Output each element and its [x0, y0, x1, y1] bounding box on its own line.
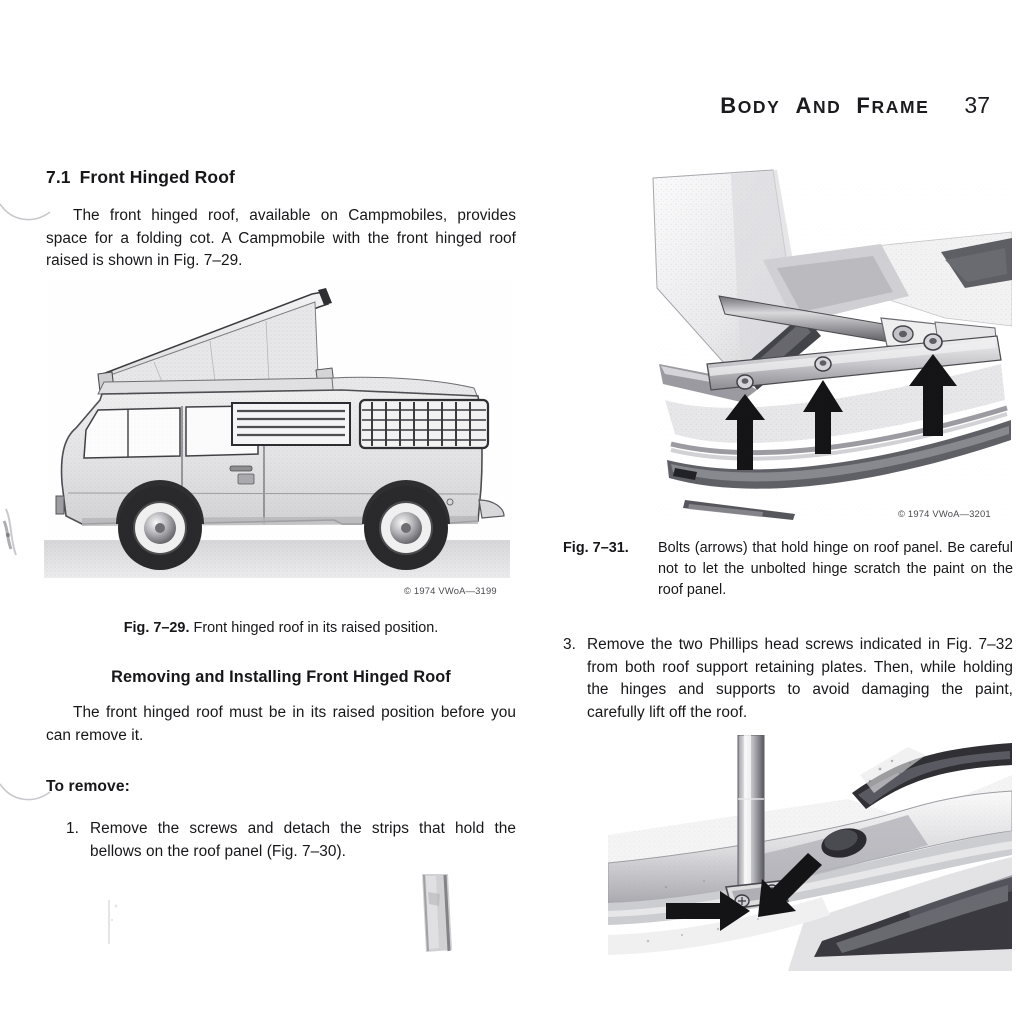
running-head-word-and: AND — [795, 93, 842, 118]
section-title: Front Hinged Roof — [79, 167, 235, 187]
scan-smudge-artifact — [0, 505, 30, 565]
intro-paragraph: The front hinged roof, available on Campmobiles, provides space for a folding cot. A Campmobile with the front hinged roof raised is shown in Fig. 7–29. — [46, 207, 516, 270]
figure-731-caption — [563, 538, 1013, 601]
section-heading — [46, 167, 516, 188]
to-remove-label: To remove: — [46, 778, 130, 795]
figure-729-label: Fig. 7–29. — [123, 620, 190, 636]
step-3-number: 3. — [563, 636, 576, 653]
figure-729-text: Front hinged roof in its raised position. — [193, 620, 439, 636]
figure-729-caption — [46, 618, 516, 639]
running-head-word-body: BODY — [720, 93, 781, 118]
paragraph-raised-position: The front hinged roof must be in its raised position before you can remove it. — [46, 704, 516, 744]
running-head — [0, 92, 990, 119]
subheading-removing-installing: Removing and Installing Front Hinged Roof — [111, 668, 451, 686]
figure-729-credit: © 1974 VWoA—3199 — [404, 585, 497, 596]
figure-729-photo — [42, 278, 512, 583]
figure-730-photo-partial — [96, 872, 516, 1024]
figure-731-label: Fig. 7–31. — [563, 540, 629, 556]
page-number: 37 — [964, 92, 990, 118]
step-3 — [563, 634, 1013, 724]
figure-731-photo — [645, 168, 1012, 520]
section-number: 7.1 — [46, 167, 71, 187]
running-head-word-frame: FRAME — [856, 93, 930, 118]
step-1 — [66, 818, 516, 863]
step-1-text: Remove the screws and detach the strips that hold the bellows on the roof panel (Fig. 7–30). — [90, 820, 516, 860]
step-3-text: Remove the two Phillips head screws indicated in Fig. 7–32 from both roof support retaining plates. Then, while holding the hinges and supports to avoid damaging the paint, carefully lift off the roof. — [587, 636, 1013, 721]
figure-731-credit: © 1974 VWoA—3201 — [898, 508, 991, 519]
figure-732-photo — [608, 735, 1012, 971]
figure-731-text: Bolts (arrows) that hold hinge on roof panel. Be careful not to let the unbolted hinge scratch the paint on the roof panel. — [658, 540, 1013, 598]
step-1-number: 1. — [66, 820, 79, 837]
